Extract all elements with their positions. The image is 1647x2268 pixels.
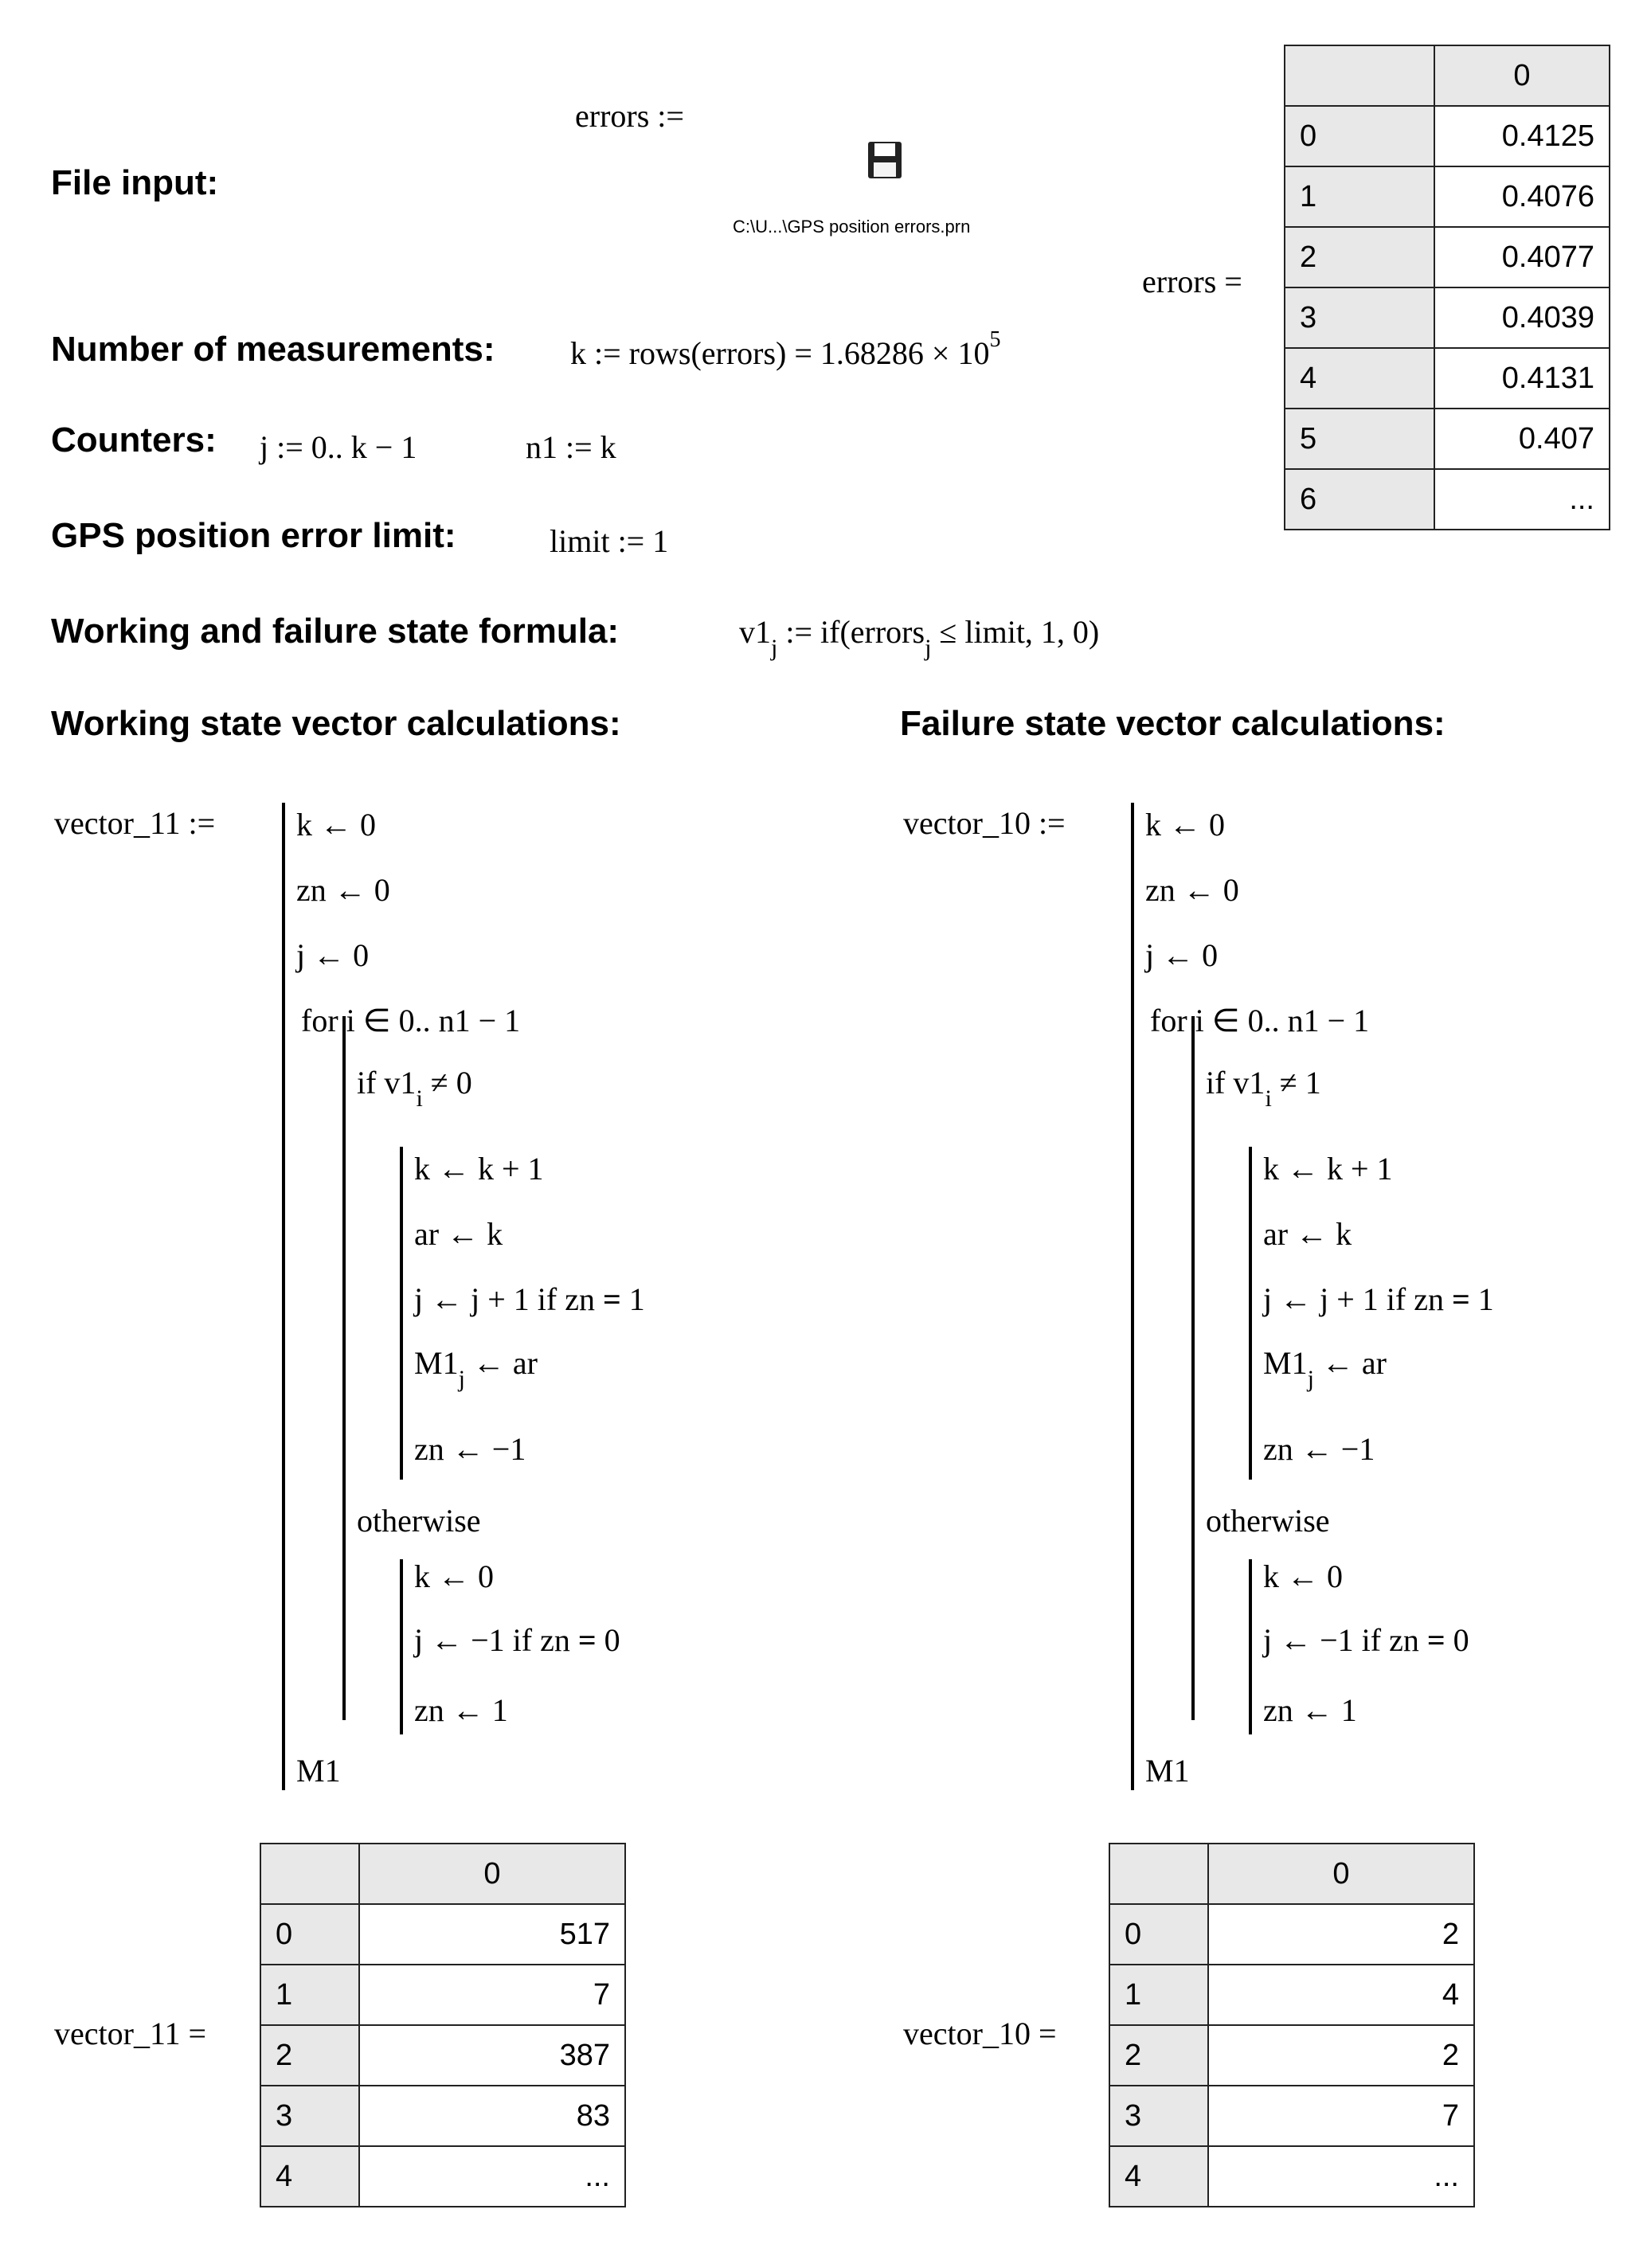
code-line: otherwise (1206, 1503, 1330, 1539)
cell-value[interactable]: 0.4077 (1434, 227, 1610, 287)
formula-sub: j (771, 635, 778, 661)
formula-sub-2: j (925, 635, 932, 661)
counter-j-expr[interactable]: j := 0.. k − 1 (260, 429, 417, 465)
code-token: 1 (628, 1281, 645, 1317)
code-token: = (602, 1281, 621, 1317)
formula-expr[interactable] (739, 613, 1100, 661)
working-otherwise-bracket (400, 1559, 403, 1734)
vector-10-result-label: vector_10 = (903, 2016, 1057, 2051)
code-line: M1 (1145, 1753, 1190, 1789)
code-token: j ← −1 if zn (414, 1622, 570, 1658)
code-line (414, 1344, 538, 1392)
code-line: k ← 0 (296, 807, 376, 843)
row-index: 2 (1109, 2025, 1208, 2086)
table-row (1285, 287, 1610, 348)
table-row (1109, 1965, 1474, 2025)
file-input-label: File input: (51, 163, 219, 202)
cell-value[interactable]: 517 (359, 1904, 625, 1965)
counters-label: Counters: (51, 420, 217, 459)
code-token: ← ar (472, 1345, 538, 1381)
table-row (260, 2025, 625, 2086)
code-line: for i ∈ 0.. n1 − 1 (1150, 1003, 1370, 1038)
row-index: 4 (1109, 2146, 1208, 2207)
working-if-bracket (400, 1147, 403, 1480)
code-token: = (577, 1622, 597, 1658)
cell-value[interactable]: 7 (1208, 2086, 1474, 2146)
table-row (1109, 2146, 1474, 2207)
formula-mid: := if(errors (785, 614, 925, 650)
formula-lhs: v1 (739, 614, 771, 650)
code-line: zn ← 1 (1263, 1692, 1357, 1728)
table-corner (260, 1844, 359, 1904)
measurements-exponent: 5 (989, 327, 1001, 352)
code-sub: j (458, 1366, 465, 1392)
row-index: 2 (260, 2025, 359, 2086)
code-token: = (1451, 1281, 1470, 1317)
row-index: 0 (260, 1904, 359, 1965)
code-sub: i (416, 1085, 423, 1112)
cell-value[interactable]: 0.4076 (1434, 166, 1610, 227)
code-line: k ← 0 (414, 1558, 494, 1594)
failure-if-bracket (1249, 1147, 1252, 1480)
row-index: 0 (1285, 106, 1434, 166)
failure-program-name: vector_10 := (903, 805, 1066, 841)
cell-value[interactable]: ... (359, 2146, 625, 2207)
code-line (1206, 1064, 1321, 1112)
limit-label: GPS position error limit: (51, 516, 456, 555)
column-header: 0 (1208, 1844, 1474, 1904)
failure-heading: Failure state vector calculations: (900, 704, 1446, 743)
code-token: ← ar (1321, 1345, 1387, 1381)
working-heading: Working state vector calculations: (51, 704, 621, 743)
cell-value[interactable]: 4 (1208, 1965, 1474, 2025)
row-index: 4 (1285, 348, 1434, 409)
code-line (1263, 1621, 1469, 1659)
cell-value[interactable]: ... (1208, 2146, 1474, 2207)
code-token: ≠ 1 (1279, 1065, 1321, 1101)
code-line (414, 1281, 645, 1318)
working-program-name: vector_11 := (54, 805, 216, 841)
row-index: 3 (1109, 2086, 1208, 2146)
cell-value[interactable]: 0.407 (1434, 409, 1610, 469)
code-line: M1 (296, 1753, 341, 1789)
row-index: 0 (1109, 1904, 1208, 1965)
table-row (260, 1965, 625, 2025)
code-token: 0 (1453, 1622, 1469, 1658)
code-token: = (1426, 1622, 1446, 1658)
cell-value[interactable]: 0.4125 (1434, 106, 1610, 166)
working-outer-bracket (282, 803, 285, 1790)
code-token: j ← j + 1 if zn (414, 1281, 595, 1317)
code-token: 1 (1477, 1281, 1494, 1317)
errors-table[interactable] (1284, 45, 1610, 530)
code-token: if v1 (1206, 1065, 1266, 1101)
column-header: 0 (359, 1844, 625, 1904)
cell-value[interactable]: 7 (359, 1965, 625, 2025)
row-index: 6 (1285, 469, 1434, 530)
formula-rhs: ≤ limit, 1, 0) (939, 614, 1100, 650)
table-row (1285, 166, 1610, 227)
cell-value[interactable]: 2 (1208, 1904, 1474, 1965)
code-line: zn ← 0 (296, 872, 390, 908)
row-index: 1 (260, 1965, 359, 2025)
vector-11-table[interactable] (260, 1843, 626, 2207)
code-line: for i ∈ 0.. n1 − 1 (301, 1003, 521, 1038)
row-index: 4 (260, 2146, 359, 2207)
code-token: j ← −1 if zn (1263, 1622, 1419, 1658)
failure-otherwise-bracket (1249, 1559, 1252, 1734)
errors-table-label: errors = (1142, 264, 1242, 299)
code-line: zn ← 1 (414, 1692, 508, 1728)
code-line: otherwise (357, 1503, 481, 1539)
code-token: j ← j + 1 if zn (1263, 1281, 1444, 1317)
code-token: if v1 (357, 1065, 417, 1101)
formula-label: Working and failure state formula: (51, 612, 620, 651)
code-token: M1 (414, 1345, 459, 1381)
table-row (1285, 227, 1610, 287)
table-row (1109, 1904, 1474, 1965)
code-line: k ← k + 1 (1263, 1151, 1393, 1187)
row-index: 1 (1285, 166, 1434, 227)
code-token: 0 (604, 1622, 620, 1658)
row-index: 3 (1285, 287, 1434, 348)
code-line: k ← 0 (1145, 807, 1225, 843)
code-line: ar ← k (1263, 1216, 1352, 1252)
row-index: 1 (1109, 1965, 1208, 2025)
errors-assign: errors := (575, 98, 684, 134)
table-corner (1109, 1844, 1208, 1904)
cell-value[interactable]: ... (1434, 469, 1610, 530)
code-line: j ← 0 (1145, 937, 1219, 973)
table-row (1109, 2025, 1474, 2086)
code-line: j ← 0 (296, 937, 370, 973)
limit-expr[interactable]: limit := 1 (550, 523, 669, 559)
code-line (357, 1064, 472, 1112)
cell-value[interactable]: 2 (1208, 2025, 1474, 2086)
code-sub: j (1307, 1366, 1314, 1392)
code-line (414, 1621, 620, 1659)
vector-11-result-label: vector_11 = (54, 2016, 207, 2051)
file-path[interactable]: C:\U...\GPS position errors.prn (733, 217, 971, 237)
working-for-bracket (342, 1016, 346, 1720)
table-row (1285, 106, 1610, 166)
column-header: 0 (1434, 45, 1610, 106)
table-row (1285, 469, 1610, 530)
cell-value[interactable]: 0.4039 (1434, 287, 1610, 348)
failure-for-bracket (1191, 1016, 1195, 1720)
table-row (260, 2086, 625, 2146)
code-sub: i (1265, 1085, 1272, 1112)
cell-value[interactable]: 0.4131 (1434, 348, 1610, 409)
table-corner (1285, 45, 1434, 106)
cell-value[interactable]: 387 (359, 2025, 625, 2086)
table-row (260, 1904, 625, 1965)
table-row (1285, 409, 1610, 469)
failure-outer-bracket (1131, 803, 1134, 1790)
row-index: 2 (1285, 227, 1434, 287)
cell-value[interactable]: 83 (359, 2086, 625, 2146)
table-row (1285, 348, 1610, 409)
code-line: zn ← −1 (1263, 1431, 1375, 1467)
code-line: ar ← k (414, 1216, 503, 1252)
code-token: ≠ 0 (430, 1065, 472, 1101)
row-index: 3 (260, 2086, 359, 2146)
code-token: M1 (1263, 1345, 1308, 1381)
vector-10-table[interactable] (1109, 1843, 1475, 2207)
code-line (1263, 1344, 1387, 1392)
code-line: zn ← −1 (414, 1431, 526, 1467)
code-line: zn ← 0 (1145, 872, 1239, 908)
measurements-expr-text: k := rows(errors) = 1.68286 × 10 (570, 335, 990, 371)
code-line (1263, 1281, 1494, 1318)
row-index: 5 (1285, 409, 1434, 469)
measurements-expr[interactable] (570, 327, 1001, 372)
code-line: k ← 0 (1263, 1558, 1343, 1594)
measurements-label: Number of measurements: (51, 330, 495, 369)
table-row (1109, 2086, 1474, 2146)
floppy-disk-icon[interactable] (867, 140, 903, 180)
code-line: k ← k + 1 (414, 1151, 544, 1187)
counter-n1-expr[interactable]: n1 := k (526, 429, 616, 465)
table-row (260, 2146, 625, 2207)
